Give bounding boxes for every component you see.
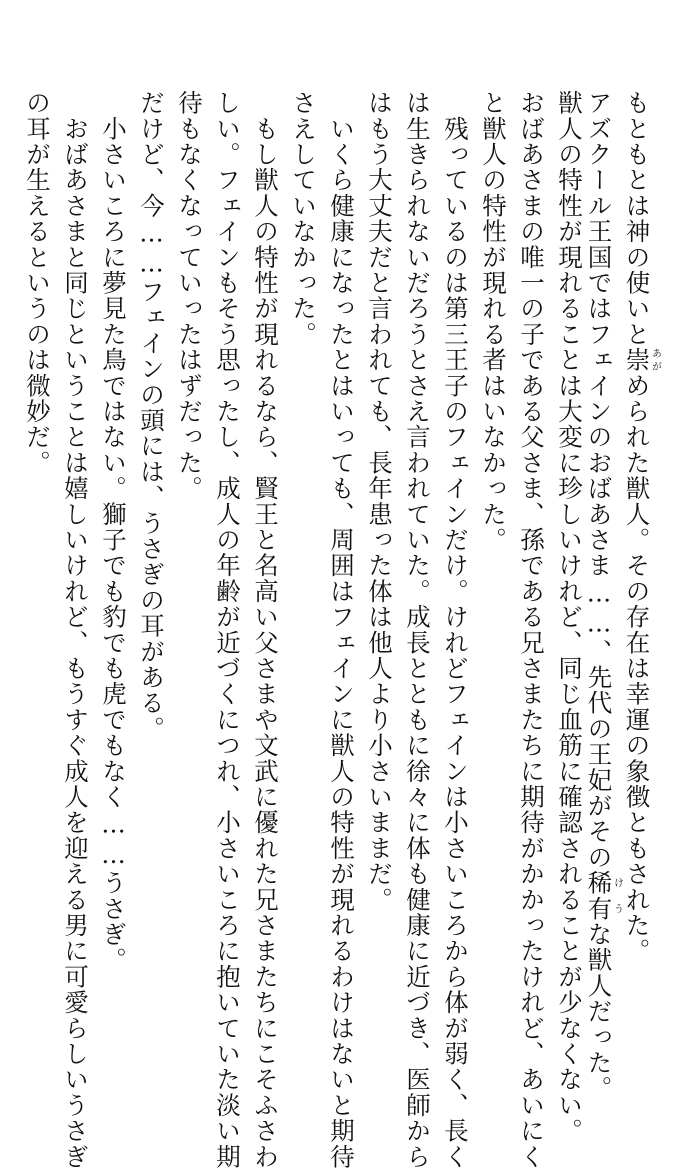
text-column: もし獣人の特性が現れるなら、賢王と名高い父さまや文武に優れた兄さまたちにこそふさわ [251, 90, 280, 1169]
text-column: アズクール王国ではフェインのおばあさま……、先代の王妃がその稀有けうな獣人だった。 [584, 90, 623, 1102]
text-column: 小さいころに夢見た鳥ではない。獅子でも豹でも虎でもなく……うさぎ。 [99, 90, 128, 973]
text-column: しい。フェインもそう思ったし、成人の年齢が近づくにつれ、小さいころに抱いていた淡い期 [213, 90, 242, 1169]
text-column: と獣人の特性が現れる者はいなかった。 [479, 90, 508, 553]
text-column: の耳が生えるというのは微妙だ。 [23, 90, 52, 476]
text-column: はもう大丈夫だと言われても、長年患った体は他人より小さいままだ。 [365, 90, 394, 913]
text-column: いくら健康になったとはいっても、周囲はフェインに獣人の特性が現れるわけはないと期待 [327, 90, 356, 1169]
ruby-annotation: 崇あが [622, 347, 661, 373]
ruby-annotation: 稀有けう [584, 870, 623, 922]
text-column: もともとは神の使いと崇あがめられた獣人。その存在は幸運の象徴ともされた。 [622, 90, 661, 964]
text-column: は生きられないだろうとさえ言われていた。成長とともに徐々に体も健康に近づき、医師から [403, 90, 432, 1169]
text-column: おばあさまと同じということは嬉しいけれど、もうすぐ成人を迎える男に可愛らしいうさぎ [61, 90, 90, 1169]
text-column: だけど、今……フェインの頭には、うさぎの耳がある。 [137, 90, 166, 742]
text-column: 待もなくなっていったはずだった。 [175, 90, 204, 502]
text-column: さえしていなかった。 [289, 90, 318, 347]
text-column: おばあさまの唯一の子である父さま、孫である兄さまたちに期待がかかったけれど、あいにく [517, 90, 546, 1169]
text-column: 残っているのは第三王子のフェインだけ。けれどフェインは小さいころから体が弱く、長く [441, 90, 470, 1169]
text-column: 獣人の特性が現れることは大変に珍しいけれど、同じ血筋に確認されることが少なくない。 [555, 90, 584, 1144]
